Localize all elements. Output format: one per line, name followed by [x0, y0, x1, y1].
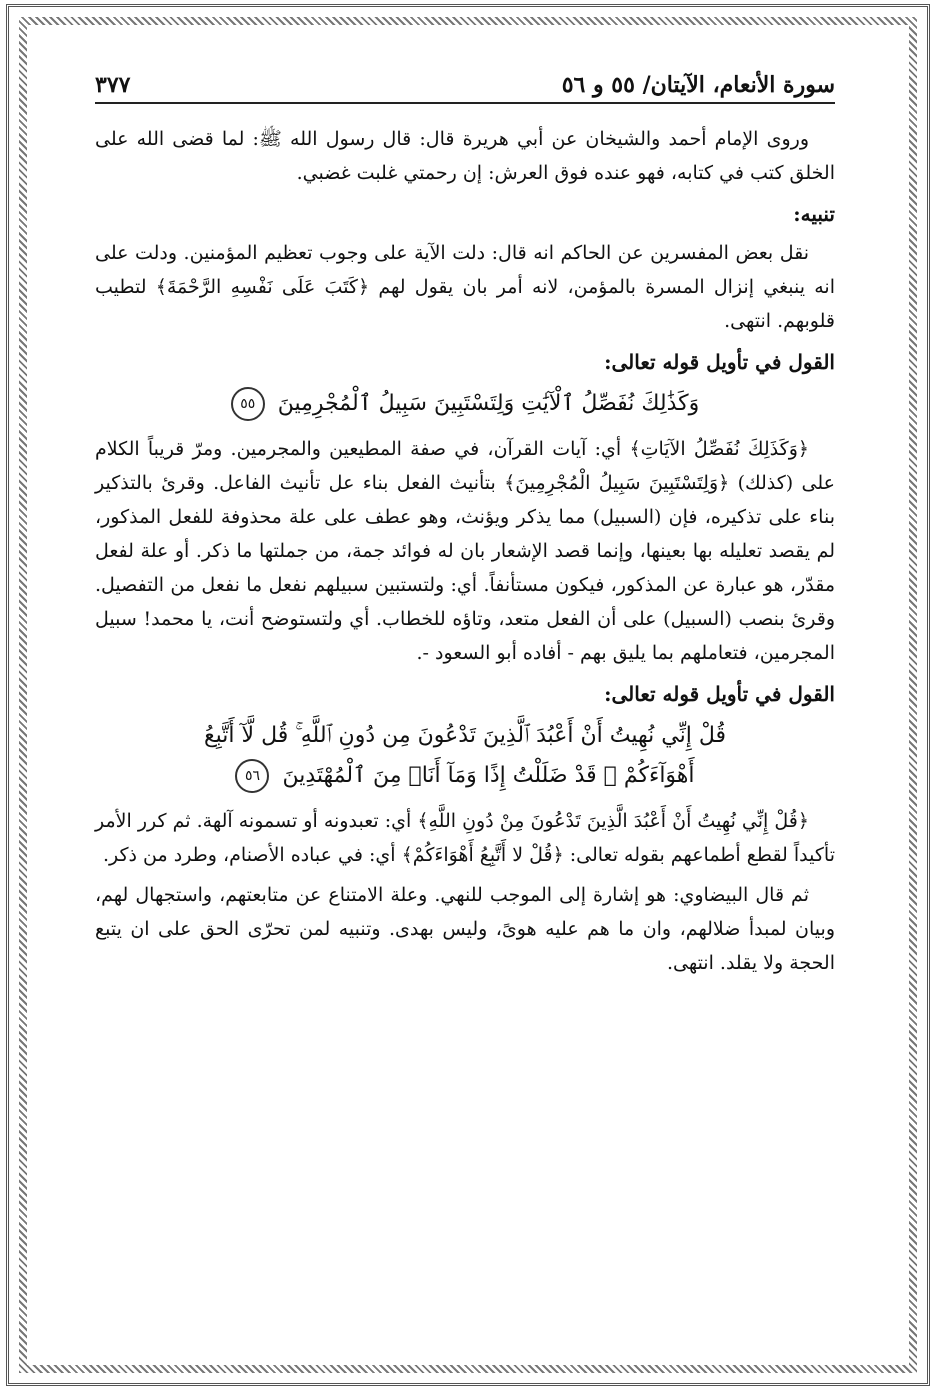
verse-56-line-2 — [95, 756, 835, 796]
page-content — [95, 60, 835, 1320]
tanbih-heading: تنبيه: — [793, 202, 835, 226]
quran-verse-55 — [95, 384, 835, 424]
ayah-number-55: ٥٥ — [231, 387, 265, 421]
verse-56-line-2-text: أَهْوَآءَكُمْ ۙ قَدْ ضَلَلْتُ إِذًا وَمَآ أَنَا۠ مِنَ ٱلْمُهْتَدِينَ — [282, 763, 695, 788]
ayah-number-56: ٥٦ — [235, 759, 269, 793]
running-header — [95, 60, 835, 104]
verse-55-text: وَكَذَٰلِكَ نُفَصِّلُ ٱلْآيَٰتِ وَلِتَسْتَبِينَ سَبِيلُ ٱلْمُجْرِمِينَ — [277, 391, 700, 416]
section-heading-verse-55: القول في تأويل قوله تعالى: — [604, 350, 835, 374]
section-heading-verse-56: القول في تأويل قوله تعالى: — [604, 682, 835, 706]
paragraph-hadith: وروى الإمام أحمد والشيخان عن أبي هريرة قال: قال رسول الله ﷺ: لما قضى الله على الخلق كتب في كتابه، فهو عنده فوق العرش: إن رحمتي غلبت غضبي. — [95, 128, 835, 184]
paragraph-commentary-56: ﴿قُلْ إِنِّي نُهِيتُ أَنْ أَعْبُدَ الَّذِينَ تَدْعُونَ مِنْ دُونِ اللَّهِ﴾ أي: تعبدونه أو تسمونه آلهة. ثم كرر الأمر تأكيداً لقطع أطماعهم بقوله تعالى: ﴿قُلْ لا أَتَّبِعُ أَهْوَاءَكُمْ﴾ أي: في عباده الأصنام، وطرد من ذكر. — [95, 810, 835, 866]
paragraph-tanbih: نقل بعض المفسرين عن الحاكم انه قال: دلت الآية على وجوب تعظيم المؤمنين. ودلت على انه ينبغي إنزال المسرة بالمؤمن، لانه أمر بان يقول لهم ﴿كَتَبَ عَلَى نَفْسِهِ الرَّحْمَةَ﴾ لتطيب قلوبهم. انتهى. — [95, 242, 835, 332]
running-title: سورة الأنعام، الآيتان/ ٥٥ و ٥٦ — [561, 72, 835, 98]
verse-56-line-1: قُلْ إِنِّي نُهِيتُ أَنْ أَعْبُدَ ٱلَّذِينَ تَدْعُونَ مِن دُونِ ٱللَّهِ ۚ قُل لَّآ أَتَّبِعُ — [203, 723, 727, 748]
page-number: ٣٧٧ — [95, 72, 131, 98]
quran-verse-56 — [95, 716, 835, 796]
paragraph-baydawi: ثم قال البيضاوي: هو إشارة إلى الموجب للنهي. وعلة الامتناع عن متابعتهم، واستجهال لهم، وبيان لمبدأ ضلالهم، وان ما هم عليه هوىً، وليس بهدى. وتنبيه لمن تحرّى الحق على ان يتبع الحجة ولا يقلد. انتهى. — [95, 884, 835, 974]
paragraph-commentary-55: ﴿وَكَذَلِكَ نُفَصِّلُ الآيَاتِ﴾ أي: آيات القرآن، في صفة المطيعين والمجرمين. ومرّ قريباً الكلام على (كذلك) ﴿وَلِتَسْتَبِينَ سَبِيلُ الْمُجْرِمِينَ﴾ بتأنيث الفعل بناء عل تأنيث الفاعل. وقرئ بالتذكير بناء على تذكيره، فإن (السبيل) مما يذكر ويؤنث، وهو عطف على علة محذوفة للفعل المذكور، لم يقصد تعليله بها بعينها، وإنما قصد الإشعار بان له فوائد جمة، من جملتها ما ذكر. أو علة لفعل مقدّر، هو عبارة عن المذكور، فيكون مستأنفاً. أي: ولتستبين سبيلهم نفعل ما نفعل من التفصيل. وقرئ بنصب (السبيل) على أن الفعل متعد، وتاؤه للخطاب. أي ولتستوضح أنت، يا محمد! سبيل المجرمين، فتعاملهم بما يليق بهم - أفاده أبو السعود -. — [95, 438, 835, 664]
